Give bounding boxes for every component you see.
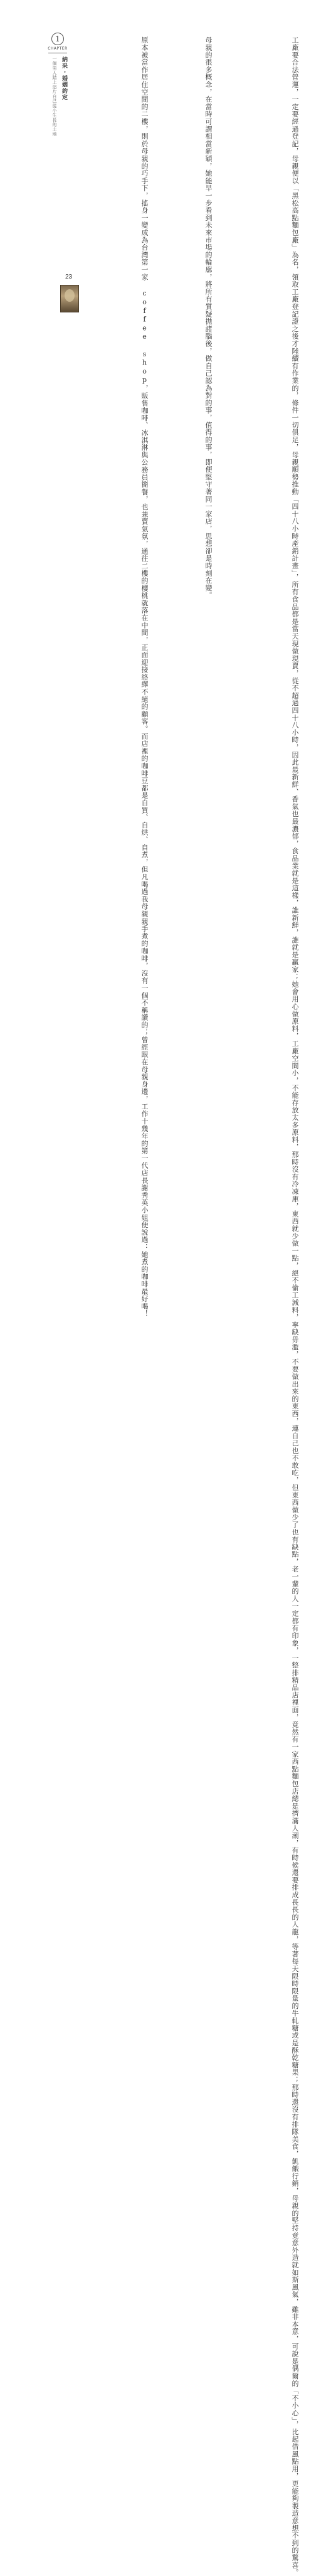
- paragraph-concept: 母親的很多概念，在當時可謂相當新穎，她能早一步看到未來市場的輪廓，將所有質疑拋諸腦後，做自己認為對的事，值得的事，即便堅守著同一家店，思想卻是時刻在變。: [204, 36, 213, 599]
- paragraph-coffee-shop: 原本被當作居住空間的二樓，則於母親的巧手下，搖身一變成為台灣第一家 coffee shop，販售咖啡、冰淇淋與公務員簡餐，也兼賣氣氛，通往二樓的櫻桃就落在中間，正面迎接絡繹不絕的顧客。而店裡的咖啡豆都是自買、自烘、自煮，但凡喝過我母親親手煮的咖啡，沒有一個不稱讚的；曾經跟在母親身邊，工作十幾年的第一代店長謝秀英小姐便說過：她煮的咖啡最好喝！: [140, 36, 149, 1317]
- chapter-label: CHAPTER: [48, 46, 68, 51]
- photo-figure: [65, 289, 75, 302]
- paragraph-factory: 工廠要合法營運，一定要經過登記，母親便以「黑松高點麵包廠」為名，領取工廠登記證之後才陸續有作業的，條件一切俱足，母親順勢推動「四十八小時產銷計畫」，所有食品都是當天現做現賣，從不超過四十八小時，因此最新鮮、香氣也最濃郁，食品業就是這樣，誰新鮮，誰就是贏家；她會用心做原料，工廠空間小，不能存放太多原料，那時沒有冷凍庫，東西就少做一點，絕不偷工減料，寧缺毋濫，不要做出來的東西，連自己也不敢吃，但東西做少了也有缺點，老一輩的人一定都有印象，一整排精品店裡面，竟然有一家西點麵包店總是擠滿人潮，有時候還要排成長長的人龍，等著每天限時限量的牛軋糖或是酥乾糖果；那時還沒有排隊美食，飢餓行銷，母親的堅持竟意外造就如斯風氣，雖非本意，可說是偶爾的「不小心」，比起借風點用，更能夠製造意想不到的驚喜。: [291, 36, 299, 2576]
- corner-photo: [60, 285, 79, 312]
- chapter-badge: [46, 33, 70, 55]
- sidebar-subtitle: 一個男人踏上這片自己從小生長的土地: [52, 56, 57, 137]
- page-number: 23: [65, 274, 73, 280]
- sidebar-title: 納采・婚姻約定: [61, 56, 67, 100]
- chapter-number: 1: [51, 33, 64, 45]
